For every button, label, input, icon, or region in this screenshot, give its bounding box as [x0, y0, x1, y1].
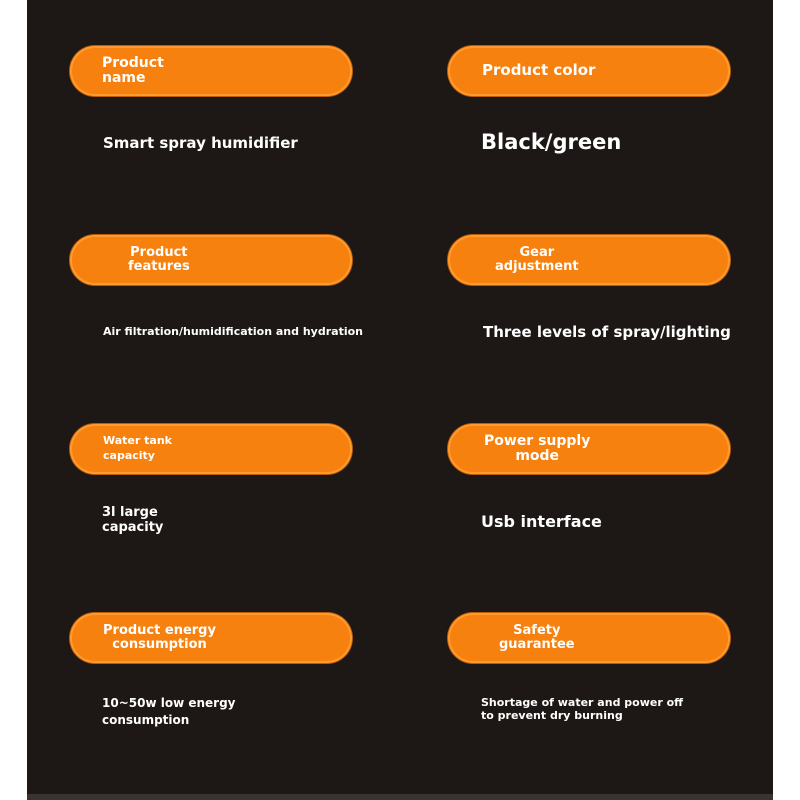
spec-label-text: Water tank capacity [103, 434, 172, 462]
spec-label-safety-guarantee [448, 613, 730, 663]
spec-label-text: Safety guarantee [499, 623, 575, 652]
spec-label-gear-adjustment [448, 235, 730, 285]
spec-label-text: Product name [102, 55, 164, 86]
spec-label-text: Gear adjustment [495, 245, 579, 274]
spec-value-product-features: Air filtration/humidification and hydration [103, 325, 363, 338]
spec-label-energy-consumption [70, 613, 352, 663]
bottom-divider [27, 794, 773, 800]
spec-label-product-features [70, 235, 352, 285]
spec-value-gear-adjustment: Three levels of spray/lighting [483, 323, 731, 341]
spec-label-power-supply-mode [448, 424, 730, 474]
spec-label-text: Product features [128, 245, 190, 274]
spec-label-text: Product color [482, 61, 596, 80]
spec-value-product-name: Smart spray humidifier [103, 134, 298, 152]
spec-value-water-tank-capacity: 3l large capacity [102, 505, 164, 535]
spec-label-product-color [448, 46, 730, 96]
spec-label-text: Product energy consumption [103, 623, 216, 652]
spec-value-safety-guarantee: Shortage of water and power off to prevent dry burning [481, 696, 684, 722]
spec-label-product-name [70, 46, 352, 96]
spec-panel [27, 0, 773, 800]
spec-value-energy-consumption: 10~50w low energy consumption [102, 696, 236, 727]
spec-label-water-tank-capacity [70, 424, 352, 474]
spec-value-product-color: Black/green [481, 130, 622, 154]
spec-value-power-supply-mode: Usb interface [481, 512, 602, 531]
spec-label-text: Power supply mode [484, 433, 591, 464]
